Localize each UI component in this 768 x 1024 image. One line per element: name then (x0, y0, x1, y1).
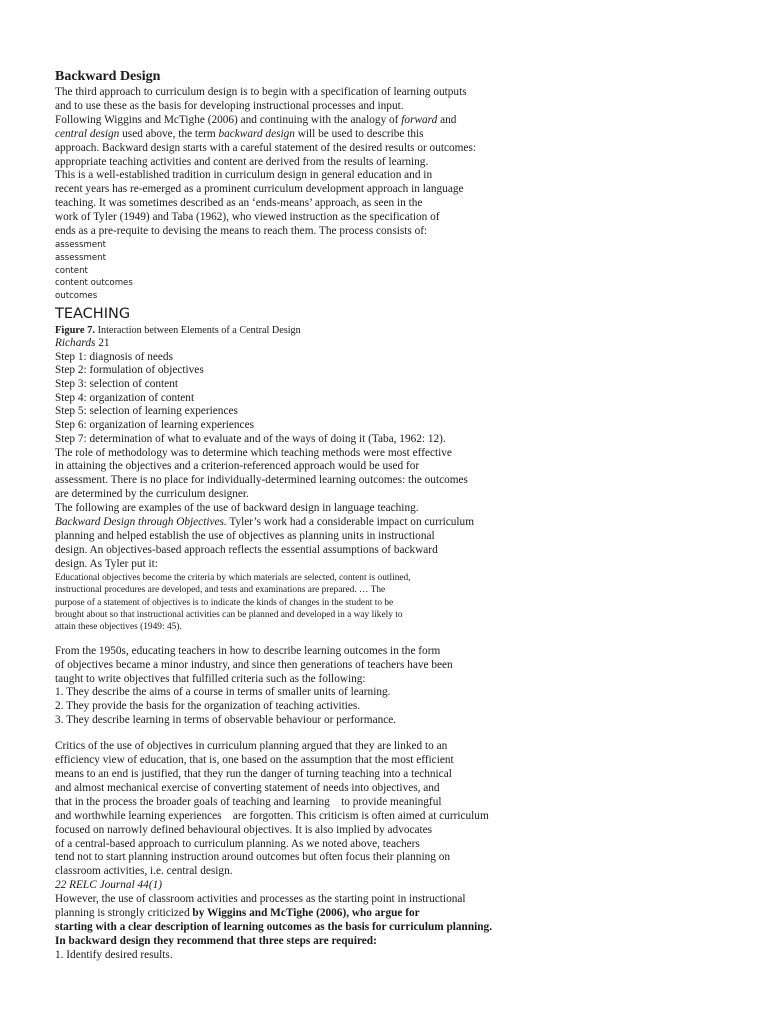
text-line: The role of methodology was to determine which teaching methods were most effective (55, 446, 452, 459)
text-line: planning is strongly criticized by Wiggins and McTighe (2006), who argue for (55, 907, 420, 920)
text-line: In backward design they recommend that three steps are required: (55, 934, 377, 947)
quote-line: purpose of a statement of objectives is to indicate the kinds of changes in the student to be (55, 597, 394, 608)
text-line: 3. They describe learning in terms of observable behaviour or performance. (55, 714, 397, 727)
text-line: central design used above, the term backward design will be used to describe this (55, 127, 424, 140)
text-line: 1. They describe the aims of a course in terms of smaller units of learning. (55, 686, 391, 699)
paragraph-methodology (55, 447, 555, 517)
teaching-heading: TEACHING (55, 305, 131, 322)
text-line: starting with a clear description of learning outcomes as the basis for curriculum planning. (55, 920, 493, 933)
steps-list (55, 351, 555, 447)
quote-line: Educational objectives become the criteria by which materials are selected, content is outlined, (55, 572, 411, 583)
step-item: Step 3: selection of content (55, 378, 178, 391)
spacer (55, 634, 555, 645)
text-line: planning and helped establish the use of objectives as planning units in instructional (55, 530, 435, 543)
text-line: 1. Identify desired results. (55, 948, 173, 961)
text-line: of objectives became a minor industry, and since then generations of teachers have been (55, 658, 453, 671)
figure-source: Richards 21 (55, 336, 110, 349)
text-line: tend not to start planning instruction around outcomes but often focus their planning on (55, 851, 451, 864)
text-line: are determined by the curriculum designer. (55, 488, 249, 501)
text-line: design. An objectives-based approach reflects the essential assumptions of backward (55, 543, 438, 556)
step-item: Step 7: determination of what to evaluate and of the ways of doing it (Taba, 1962: 12). (55, 432, 446, 445)
step-item: Step 1: diagnosis of needs (55, 350, 173, 363)
text-line: The third approach to curriculum design is to begin with a specification of learning outputs (55, 86, 467, 98)
spacer (55, 728, 555, 740)
paragraph-critics (55, 740, 555, 879)
text-line: focused on narrowly defined behavioural objectives. It is also implied by advocates (55, 823, 433, 836)
journal-reference: 22 RELC Journal 44(1) (55, 879, 163, 892)
text-line: appropriate teaching activities and content are derived from the results of learning. (55, 155, 429, 168)
text-line: of a central-based approach to curriculum planning. As we noted above, teachers (55, 837, 420, 850)
paragraph-wiggins (55, 893, 555, 963)
process-list (55, 239, 555, 303)
quote-line: attain these objectives (1949: 45). (55, 622, 182, 633)
block-quote (55, 572, 555, 634)
text-line: taught to write objectives that fulfilled criteria such as the following: (55, 672, 366, 685)
text-line: and to use these as the basis for developing instructional processes and input. (55, 99, 404, 112)
text-line: classroom activities, i.e. central design. (55, 865, 233, 878)
step-item: Step 6: organization of learning experiences (55, 419, 254, 432)
quote-line: brought about so that instructional activities can be planned and developed in a way likely to (55, 609, 403, 620)
text-line: Following Wiggins and McTighe (2006) and continuing with the analogy of forward and (55, 113, 457, 126)
step-item: Step 2: formulation of objectives (55, 364, 204, 377)
text-line: means to an end is justified, that they run the danger of turning teaching into a technical (55, 768, 452, 781)
text-line: From the 1950s, educating teachers in how to describe learning outcomes in the form (55, 644, 441, 657)
text-line: efficiency view of education, that is, one based on the assumption that the most efficient (55, 754, 454, 767)
list-item: assessment (55, 239, 106, 250)
paragraph-1950s (55, 645, 555, 728)
text-line: assessment. There is no place for individually-determined learning outcomes: the outcomes (55, 474, 468, 487)
quote-line: instructional procedures are developed, and tests and examinations are prepared. … The (55, 585, 386, 596)
text-line: Backward Design through Objectives. Tyler’s work had a considerable impact on curriculum (55, 516, 474, 529)
text-line: approach. Backward design starts with a careful statement of the desired results or outcomes: (55, 141, 476, 154)
list-item: assessment (55, 252, 106, 263)
text-line: This is a well-established tradition in curriculum design in general education and in (55, 169, 433, 182)
text-line: recent years has re-emerged as a prominent curriculum development approach in language (55, 183, 464, 196)
paragraph-objectives (55, 516, 555, 572)
text-line: design. As Tyler put it: (55, 557, 158, 570)
document-page (55, 68, 555, 963)
text-line: and worthwhile learning experiences are forgotten. This criticism is often aimed at curriculum (55, 809, 489, 822)
step-item: Step 5: selection of learning experiences (55, 405, 238, 418)
list-item: outcomes (55, 291, 98, 302)
text-line: ends as a pre-requite to devising the means to reach them. The process consists of: (55, 225, 428, 238)
text-line: The following are examples of the use of backward design in language teaching. (55, 502, 419, 515)
text-line: that in the process the broader goals of teaching and learning to provide meaningful (55, 795, 442, 808)
text-line: in attaining the objectives and a criterion-referenced approach would be used for (55, 460, 420, 473)
figure-caption: Figure 7. Interaction between Elements of a Central Design (55, 324, 301, 336)
list-item: content outcomes (55, 278, 133, 289)
step-item: Step 4: organization of content (55, 391, 195, 404)
section-title: Backward Design (55, 69, 161, 84)
text-line: Critics of the use of objectives in curriculum planning argued that they are linked to an (55, 740, 448, 753)
text-line: work of Tyler (1949) and Taba (1962), who viewed instruction as the specification of (55, 211, 440, 224)
text-line: However, the use of classroom activities and processes as the starting point in instructional (55, 893, 466, 906)
text-line: and almost mechanical exercise of converting statement of needs into objectives, and (55, 781, 440, 794)
text-line: teaching. It was sometimes described as an ‘ends-means’ approach, as seen in the (55, 197, 423, 210)
list-item: content (55, 265, 88, 276)
text-line: 2. They provide the basis for the organization of teaching activities. (55, 700, 361, 713)
paragraph-intro (55, 86, 555, 239)
